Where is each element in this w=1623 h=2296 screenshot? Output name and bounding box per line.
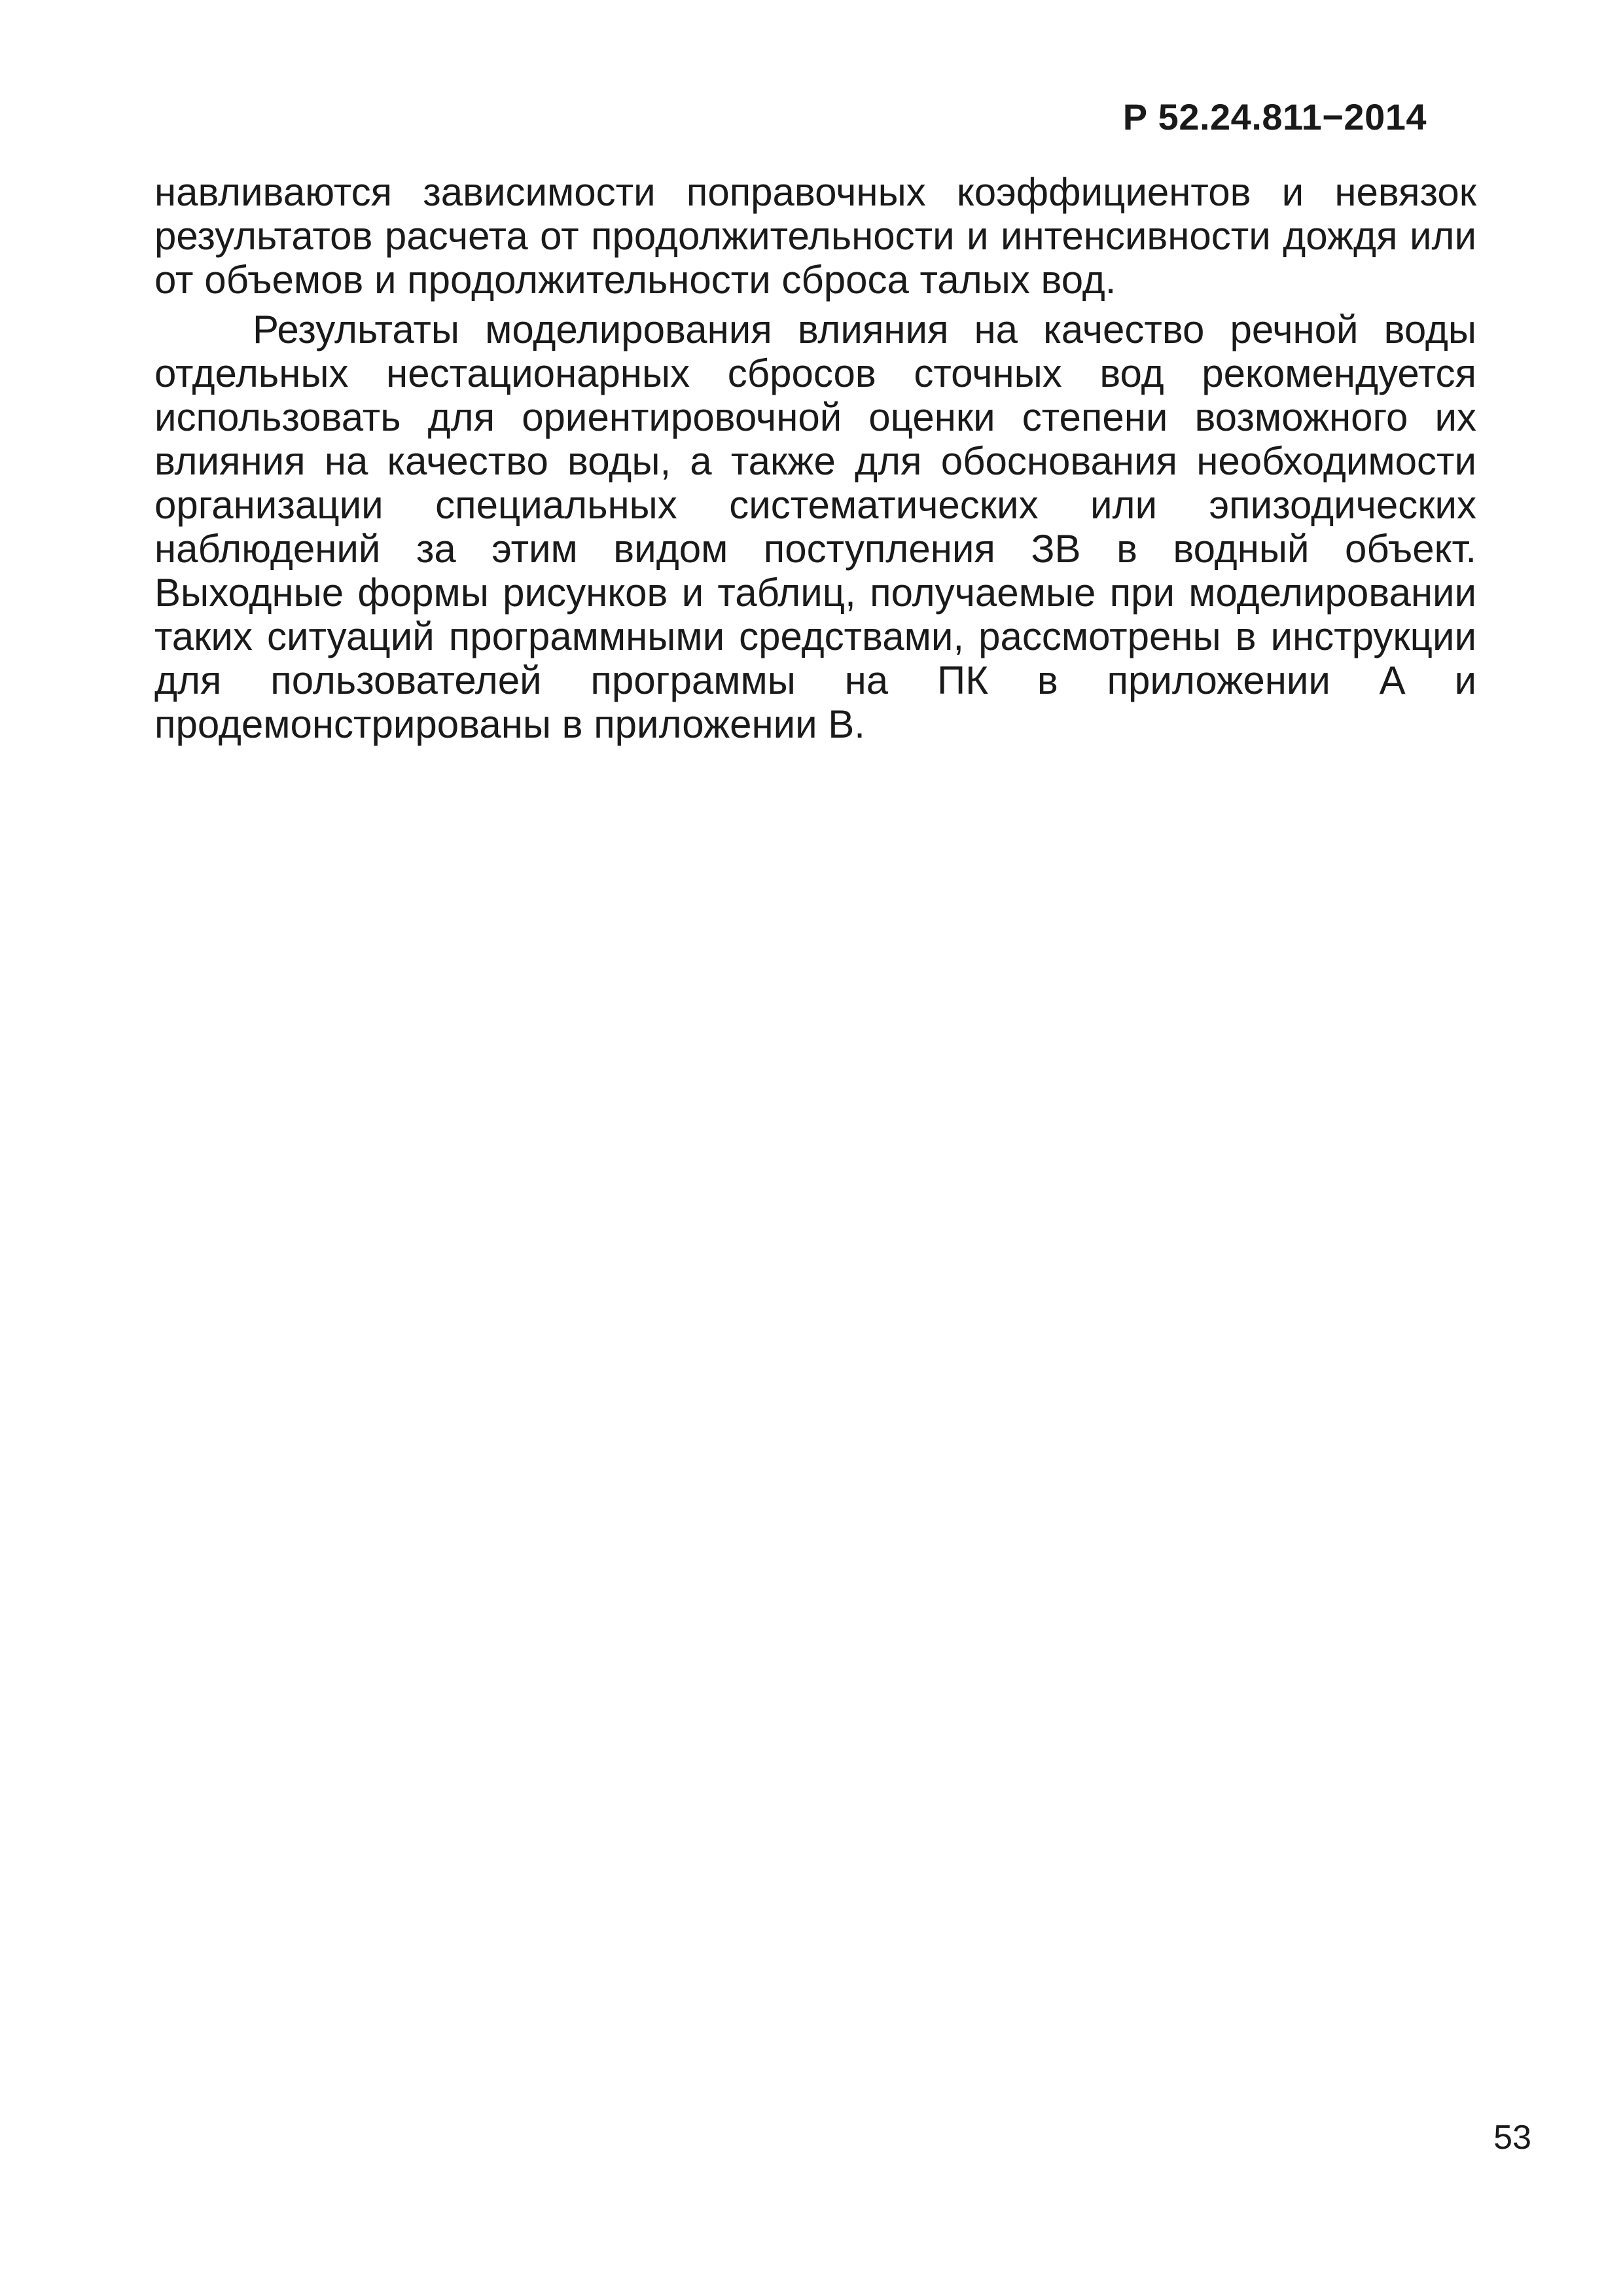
paragraph-modeling-results: Результаты моделирования влияния на качество речной воды отдельных нестационарных сбросов сточных вод рекомендуется использовать для ориентировочной оценки степени возможного их влияния на качество воды, а также для обоснования необходимости организации специальных систематических или эпизодических наблюдений за этим видом поступления ЗВ в водный объект. Выходные формы рисунков и таблиц, получаемые при моделировании таких ситуаций программными средствами, рассмотрены в инструкции для пользователей программы на ПК в приложении А и продемонстрированы в приложении В. xyxy=(154,308,1476,746)
body-text xyxy=(154,170,1476,746)
paragraph-continuation: навливаются зависимости поправочных коэффициентов и невязок результатов расчета от продолжительности и интенсивности дождя или от объемов и продолжительности сброса талых вод. xyxy=(154,170,1476,302)
page-number: 53 xyxy=(1493,2119,1531,2157)
document-code: Р 52.24.811−2014 xyxy=(1122,96,1427,137)
